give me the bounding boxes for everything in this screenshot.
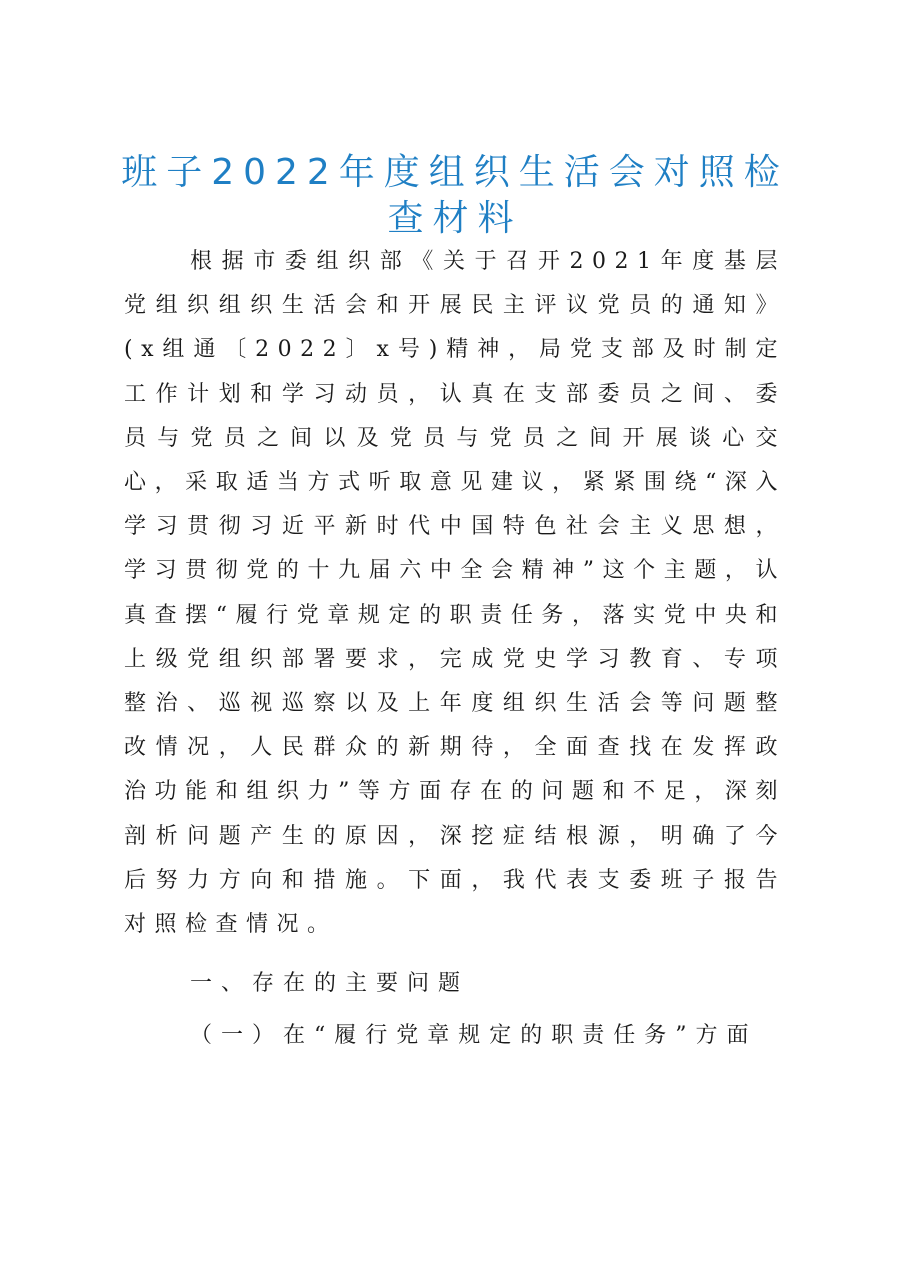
intro-paragraph: 根据市委组织部《关于召开2021年度基层党组织组织生活会和开展民主评议党员的通知》(x组通〔2022〕x号)精神，局党支部及时制定工作计划和学习动员，认真在支部委员之间、委员与党员之间以及党员与党员之间开展谈心交心，采取适当方式听取意见建议，紧紧围绕“深入学习贯彻习近平新时代中国特色社会主义思想，学习贯彻党的十九届六中全会精神”这个主题，认真查摆“履行党章规定的职责任务，落实党中央和上级党组织部署要求，完成党史学习教育、专项整治、巡视巡察以及上年度组织生活会等问题整改情况，人民群众的新期待，全面查找在发挥政治功能和组织力”等方面存在的问题和不足，深刻剖析问题产生的原因，深挖症结根源，明确了今后努力方向和措施。下面，我代表支委班子报告对照检查情况。 bbox=[124, 249, 786, 938]
subsection-heading: （一）在“履行党章规定的职责任务”方面 bbox=[190, 1023, 758, 1049]
document-title: 班子2022年度组织生活会对照检查材料 bbox=[121, 152, 789, 239]
section-heading: 一、存在的主要问题 bbox=[190, 971, 470, 997]
document-body bbox=[124, 240, 786, 1059]
